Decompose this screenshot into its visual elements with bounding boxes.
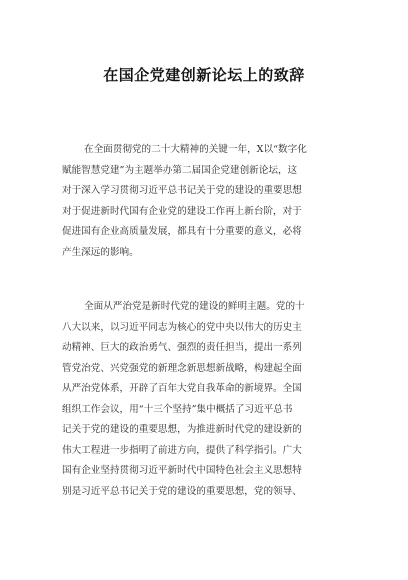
- paragraph-line: 八大以来，以习近平同志为核心的党中央以伟大的历史主: [62, 321, 302, 333]
- paragraph-line: 记关于党的建设的重要思想，为推进新时代党的建设新的: [62, 424, 302, 435]
- paragraph-line: 在全面贯彻党的二十大精神的关键一年，X以“数字化: [84, 144, 307, 155]
- paragraph-line: 对于深入学习贯彻习近平总书记关于党的建设的重要思想: [62, 185, 302, 196]
- paragraph-line: 从严治党体系，开辟了百年大党自我革命的新境界。全国: [62, 383, 302, 394]
- paragraph-line: 动精神、巨大的政治勇气、强烈的责任担当，提出一系列: [62, 342, 302, 353]
- paragraph-line: 别是习近平总书记关于党的建设的重要思想，党的领导、: [62, 485, 302, 497]
- paragraph-2: [62, 297, 358, 502]
- paragraph-line: 管党治党、兴党强党的新理念新思想新战略，构建起全面: [62, 362, 302, 374]
- paragraph-line: 促进国有企业高质量发展，都具有十分重要的意义，必将: [62, 226, 302, 237]
- paragraph-line: 组织工作会议，用“十三个坚持”集中概括了习近平总书: [62, 403, 293, 415]
- paragraph-line: 赋能智慧党建”为主题举办第二届国企党建创新论坛，这: [62, 164, 298, 176]
- paragraph-line: 产生深远的影响。: [62, 246, 139, 258]
- paragraph-1: [62, 140, 358, 263]
- paragraph-line: 伟大工程进一步指明了前进方向，提供了科学指引。广大: [62, 444, 302, 456]
- paragraph-line: 对于促进新时代国有企业党的建设工作再上新台阶，对于: [62, 205, 302, 217]
- paragraph-line: 全面从严治党是新时代党的建设的鲜明主题。党的十: [84, 301, 305, 312]
- paragraph-line: 国有企业坚持贯彻习近平新时代中国特色社会主义思想特: [62, 465, 302, 476]
- document-title: 在国企党建创新论坛上的致辞: [103, 66, 305, 84]
